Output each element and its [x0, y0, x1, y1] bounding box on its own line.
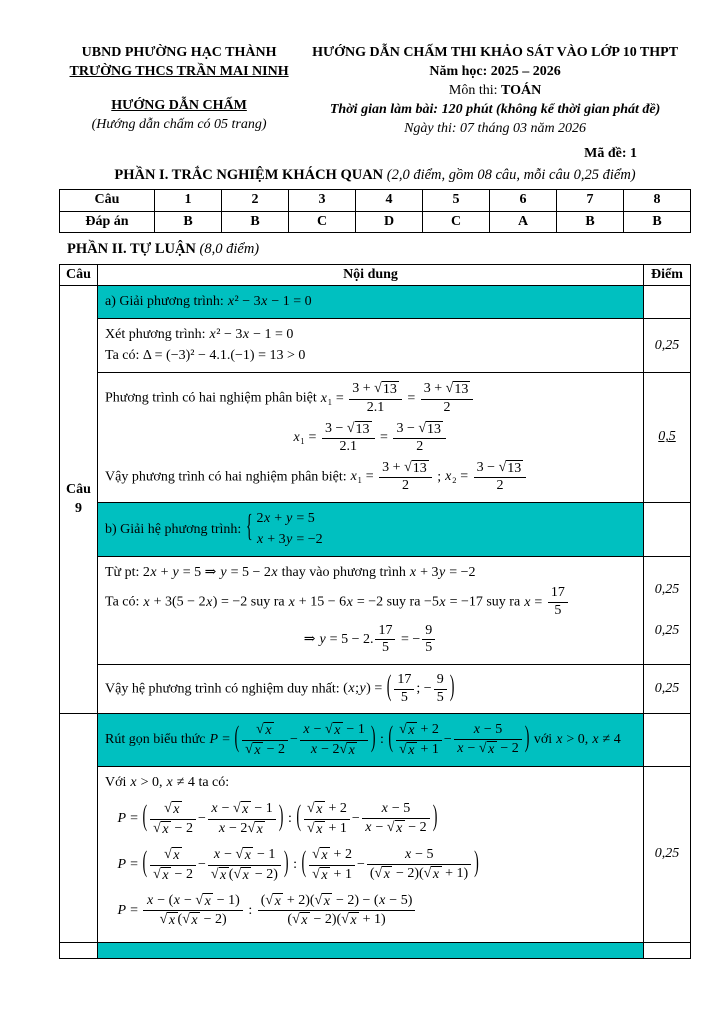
content-line: [105, 892, 636, 930]
text-run: Phương trình có hai nghiệm phân biệt: [105, 390, 321, 406]
answer-table-cell: D: [356, 211, 423, 232]
math-expression: x > 0, x ≠ 4: [130, 775, 195, 791]
text-run: Vậy phương trình có hai nghiệm phân biệt:: [105, 468, 351, 484]
solution-row: [98, 373, 690, 502]
square-root: √ x: [307, 821, 325, 837]
answer-table-cell: B: [155, 211, 222, 232]
score-cell: [644, 557, 690, 664]
org-name: UBND PHƯỜNG HẠC THÀNH: [81, 45, 277, 60]
square-root: √ x: [479, 741, 497, 757]
question-label: [60, 286, 98, 713]
square-root: √ x: [399, 722, 417, 738]
fraction: √ x + 2 √ x + 1: [304, 801, 350, 837]
square-root: √ 13: [346, 420, 370, 437]
solution-row: [98, 286, 690, 319]
question-rows: [98, 943, 690, 958]
exam-date: Ngày thi: 07 tháng 03 năm 2026: [404, 120, 587, 136]
essay-table-body: [60, 286, 690, 958]
essay-table-header: [60, 265, 690, 286]
column-header-diem: Điểm: [651, 266, 683, 282]
answer-table-cell: A: [490, 211, 557, 232]
square-root: √ 13: [404, 459, 427, 476]
math-expression: [245, 510, 323, 547]
content-line: [105, 672, 636, 706]
answer-table-row: [60, 211, 691, 232]
question-rows: [98, 714, 690, 941]
score-cell: [644, 714, 690, 766]
math-expression: x₁ = 3 + √ 13 2.1 = 3 + √ 13 2: [320, 391, 475, 406]
solution-content: [98, 319, 644, 372]
school-name: TRƯỜNG THCS TRẦN MAI NINH: [69, 63, 289, 79]
score-cell: [644, 665, 690, 713]
math-expression: x + 3y = −2: [409, 565, 476, 581]
content-line: [105, 846, 636, 884]
solution-row: [98, 665, 690, 713]
fraction: $\frac{17}{5}$: [394, 673, 414, 705]
fraction: √ x √ x − 2: [242, 722, 288, 758]
square-root: √ x: [153, 821, 171, 837]
answer-table-cell: 2: [222, 190, 289, 211]
score-value: 0,5: [658, 429, 676, 445]
square-root: √ x: [245, 742, 263, 758]
fraction: 3 + √ 13 2.1: [349, 381, 402, 415]
answer-table-row: [60, 190, 691, 211]
math-expression: P = ( √ x √ x − 2 − x − √ x − 1 √ x ( √ x − 2) ) : ( √ x + 2 √ x + 1 − x − 5 ( √ x − 2)( √ x + 1) ): [117, 846, 479, 883]
solution-content: [98, 665, 644, 713]
square-root: √ 13: [418, 420, 442, 437]
document-header: [59, 44, 691, 138]
school-year: Năm học: 2025 – 2026: [429, 63, 561, 79]
square-root: √ x: [375, 866, 393, 882]
content-line: [105, 774, 636, 792]
content-line: [105, 380, 636, 416]
paren-group: ( √ x √ x − 2 − x − √ x − 1 x − 2 √ x ): [234, 722, 376, 758]
square-root: √ x: [236, 847, 254, 863]
text-run: suy ra: [383, 594, 424, 610]
essay-table: [59, 264, 691, 959]
square-root: √ x: [312, 847, 330, 863]
question-label-line: 9: [75, 500, 82, 516]
square-root: √ x: [312, 867, 330, 883]
score-value: 0,25: [654, 681, 680, 697]
answer-table-cell: 5: [423, 190, 490, 211]
fraction: x − √ x − 1 x − 2 √ x: [208, 801, 276, 837]
math-expression: (x;y) = ( $\frac{17}{5}$ ; − $\frac{9}{5}$ ): [343, 672, 455, 705]
score-cell: [644, 767, 690, 942]
square-root: √ x: [211, 867, 229, 883]
solution-content: [98, 714, 644, 766]
square-root: √ x: [233, 867, 251, 883]
part1-heading-title: PHẦN I. TRẮC NGHIỆM KHÁCH QUAN: [114, 166, 387, 183]
text-run: ;: [433, 468, 445, 484]
question-block: [60, 286, 690, 714]
text-run: ta có:: [194, 775, 230, 791]
doc-type: HƯỚNG DẪN CHẤM: [111, 97, 247, 113]
question-label-line: Câu: [66, 482, 91, 498]
text-run: thay vào phương trình: [278, 565, 410, 581]
column-header-cau: Câu: [60, 265, 98, 285]
question-block: [60, 714, 690, 942]
square-root: √ x: [164, 801, 182, 817]
text-run: b) Giải hệ phương trình:: [105, 521, 245, 537]
answer-table-cell: 1: [155, 190, 222, 211]
math-expression: x₂ = 3 − √ 13 2: [445, 469, 529, 484]
square-root: √ x: [424, 866, 442, 882]
answer-table-cell: C: [289, 211, 356, 232]
square-root: √ x: [164, 847, 182, 863]
fraction: x − √ x − 1 x − 2 √ x: [300, 722, 368, 758]
fraction: x − 5 x − √ x − 2: [454, 723, 522, 757]
exam-title: HƯỚNG DẪN CHẤM THI KHẢO SÁT VÀO LỚP 10 THPT: [312, 45, 679, 60]
score-value: 0,25: [654, 623, 680, 639]
math-expression: x² − 3x − 1 = 0: [209, 327, 294, 343]
math-expression: x = $\frac{17}{5}$: [524, 595, 570, 610]
solution-row: [98, 714, 690, 767]
part1-heading: [59, 166, 691, 185]
content-line: [105, 564, 636, 582]
answer-table-cell: 3: [289, 190, 356, 211]
fraction: 3 + √ 13 2: [379, 460, 432, 494]
score-cell: [644, 319, 690, 372]
fraction: 3 − √ 13 2: [393, 421, 446, 455]
fraction: $\frac{9}{5}$: [434, 673, 447, 705]
content-line: [105, 347, 636, 365]
header-left: [59, 44, 299, 138]
score-value: 0,25: [654, 337, 680, 353]
math-expression: −5x = −17: [423, 594, 483, 610]
math-expression: ⇒ y = 5 − 2. $\frac{17}{5}$ = − $\frac{9}{5}$: [304, 632, 438, 647]
text-run: Rút gọn biểu thức: [105, 732, 210, 748]
solution-row: [98, 767, 690, 942]
math-expression: P = ( √ x √ x − 2 − x − √ x − 1 x − 2 √ x ) : ( √ x + 2 √ x + 1 − x − 5 x − √ x − 2 ): [209, 722, 530, 758]
math-expression: Δ = (−3)² − 4.1.(−1) = 13 > 0: [142, 348, 306, 364]
score-cell: [644, 503, 690, 556]
content-line: [105, 459, 636, 495]
fraction: x − (x − √ x − 1) √ x ( √ x − 2): [143, 893, 242, 929]
paren-group: ( √ x + 2 √ x + 1 − x − 5 ( √ x − 2)( √ x + 1) ): [301, 846, 479, 883]
fraction: $\frac{9}{5}$: [422, 624, 435, 656]
content-line: [105, 326, 636, 344]
fraction: √ x √ x − 2: [150, 801, 196, 837]
subject-label: Môn thi:: [448, 82, 502, 98]
solution-content: [98, 557, 644, 664]
content-line: [105, 420, 636, 456]
fraction: 3 − √ 13 2: [474, 460, 527, 494]
square-root: √ x: [182, 912, 200, 928]
answer-table-cell: 4: [356, 190, 423, 211]
text-run: Xét phương trình:: [105, 327, 210, 343]
square-root: √ x: [233, 801, 251, 817]
solution-row: [98, 557, 690, 665]
question-label: [60, 714, 98, 941]
content-line: [105, 623, 636, 657]
math-expression: 2x + y = 5 ⇒ y = 5 − 2x: [142, 565, 278, 581]
content-line: [105, 585, 636, 619]
text-run: với: [530, 732, 556, 748]
question-block: [60, 943, 690, 958]
answer-table-cell: Câu: [60, 190, 155, 211]
answer-table-body: [60, 190, 691, 232]
paren-group: ( √ x + 2 √ x + 1 − x − 5 x − √ x − 2 ): [388, 722, 530, 758]
fraction: 3 + √ 13 2: [421, 381, 474, 415]
answer-table-cell: C: [423, 211, 490, 232]
answer-table: [59, 189, 691, 232]
solution-content: [98, 943, 644, 958]
content-line: [105, 800, 636, 838]
text-run: a) Giải phương trình:: [105, 293, 228, 309]
content-line: [105, 293, 636, 311]
square-root: √ 13: [374, 381, 397, 398]
part2-heading-title: PHẦN II. TỰ LUẬN: [67, 240, 200, 257]
part2-heading: [59, 240, 691, 259]
paren-group: ( √ x √ x − 2 − x − √ x − 1 x − 2 √ x ): [142, 801, 284, 837]
square-root: √ x: [387, 820, 405, 836]
solution-content: [98, 503, 644, 556]
answer-table-cell: Đáp án: [60, 211, 155, 232]
text-run: Vậy hệ phương trình có nghiệm duy nhất:: [105, 681, 344, 697]
score-cell: [644, 286, 690, 318]
fraction: √ x √ x − 2: [150, 847, 196, 883]
doc-note: (Hướng dẫn chấm có 05 trang): [91, 116, 267, 132]
question-label: [60, 943, 98, 958]
score-value: 0,25: [654, 846, 680, 862]
subject-value: TOÁN: [501, 82, 542, 98]
paren-group: ( $\frac{17}{5}$ ; − $\frac{9}{5}$ ): [386, 672, 455, 705]
header-right: [299, 44, 691, 138]
equation-system: { 2x + y = 5 x + 3y = −2: [245, 510, 323, 547]
text-run: suy ra: [482, 594, 524, 610]
subject-line: [299, 82, 691, 101]
part2-heading-note: (8,0 điểm): [199, 240, 260, 257]
text-run: suy ra: [247, 594, 289, 610]
question-rows: [98, 286, 690, 713]
square-root: √ x: [325, 722, 343, 738]
square-root: √ x: [195, 893, 213, 909]
text-run: Ta có:: [105, 594, 143, 610]
text-run: Ta có:: [105, 348, 143, 364]
square-root: √ x: [265, 893, 283, 909]
score-cell: [644, 373, 690, 501]
answer-table-cell: B: [557, 211, 624, 232]
square-root: √ x: [339, 742, 357, 758]
math-expression: x² − 3x − 1 = 0: [227, 293, 312, 309]
fraction: $\frac{17}{5}$: [548, 586, 568, 618]
paren-group: ( √ x + 2 √ x + 1 − x − 5 x − √ x − 2 ): [296, 801, 438, 837]
answer-table-cell: 8: [624, 190, 691, 211]
text-run: Với: [105, 775, 130, 791]
fraction: ( √ x + 2)( √ x − 2) − (x − 5) ( √ x − 2)( √ x + 1): [258, 893, 416, 929]
answer-table-cell: 6: [490, 190, 557, 211]
math-expression: P = ( √ x √ x − 2 − x − √ x − 1 x − 2 √ x ) : ( √ x + 2 √ x + 1 − x − 5 x − √ x − 2 ): [117, 801, 438, 837]
fraction: 3 − √ 13 2.1: [322, 421, 375, 455]
score-value: 0,25: [654, 581, 680, 597]
square-root: √ x: [160, 912, 178, 928]
exam-code: Mã đề: 1: [584, 146, 637, 162]
fraction: √ x + 2 √ x + 1: [309, 847, 355, 883]
answer-table-cell: B: [222, 211, 289, 232]
solution-content: [98, 767, 644, 942]
math-expression: x + 15 − 6x = −2: [288, 594, 384, 610]
content-line: [105, 721, 636, 759]
fraction: √ x + 2 √ x + 1: [396, 722, 442, 758]
answer-table-cell: 7: [557, 190, 624, 211]
solution-row: [98, 319, 690, 373]
math-expression: x₁ = 3 + √ 13 2: [350, 469, 434, 484]
square-root: √ x: [153, 867, 171, 883]
score-cell: [644, 943, 690, 958]
text-run: Từ pt:: [105, 565, 143, 581]
math-expression: P = x − (x − √ x − 1) √ x ( √ x − 2) : ( √ x + 2)( √ x − 2) − (x − 5) ( √ x − 2)( √ x + 1): [117, 903, 417, 918]
content-line: [105, 510, 636, 549]
math-expression: x > 0, x ≠ 4: [556, 732, 621, 748]
square-root: √ 13: [445, 381, 469, 398]
solution-content: [98, 286, 644, 318]
square-root: √ x: [256, 722, 274, 738]
exam-duration: Thời gian làm bài: 120 phút (không kể thời gian phát đề): [329, 101, 661, 117]
square-root: √ x: [341, 912, 359, 928]
fraction: $\frac{17}{5}$: [375, 624, 395, 656]
paren-group: ( √ x √ x − 2 − x − √ x − 1 √ x ( √ x − 2) ): [142, 847, 289, 883]
solution-row: [98, 943, 690, 958]
part1-heading-note: (2,0 điểm, gồm 08 câu, mỗi câu 0,25 điểm): [386, 166, 636, 183]
fraction: x − √ x − 1 √ x ( √ x − 2): [208, 847, 281, 883]
solution-content: [98, 373, 644, 501]
square-root: √ x: [247, 821, 265, 837]
column-header-noidung: Nội dung: [98, 265, 644, 285]
math-expression: x₁ = 3 − √ 13 2.1 = 3 − √ 13 2: [293, 430, 448, 445]
square-root: √ x: [292, 912, 310, 928]
square-root: √ x: [315, 893, 333, 909]
square-root: √ x: [399, 742, 417, 758]
answer-table-cell: B: [624, 211, 691, 232]
fraction: x − 5 ( √ x − 2)( √ x + 1): [367, 848, 471, 882]
math-expression: x + 3(5 − 2x) = −2: [143, 594, 248, 610]
square-root: √ x: [307, 801, 325, 817]
solution-row: [98, 503, 690, 557]
square-root: √ 13: [498, 459, 522, 476]
fraction: x − 5 x − √ x − 2: [362, 802, 430, 836]
